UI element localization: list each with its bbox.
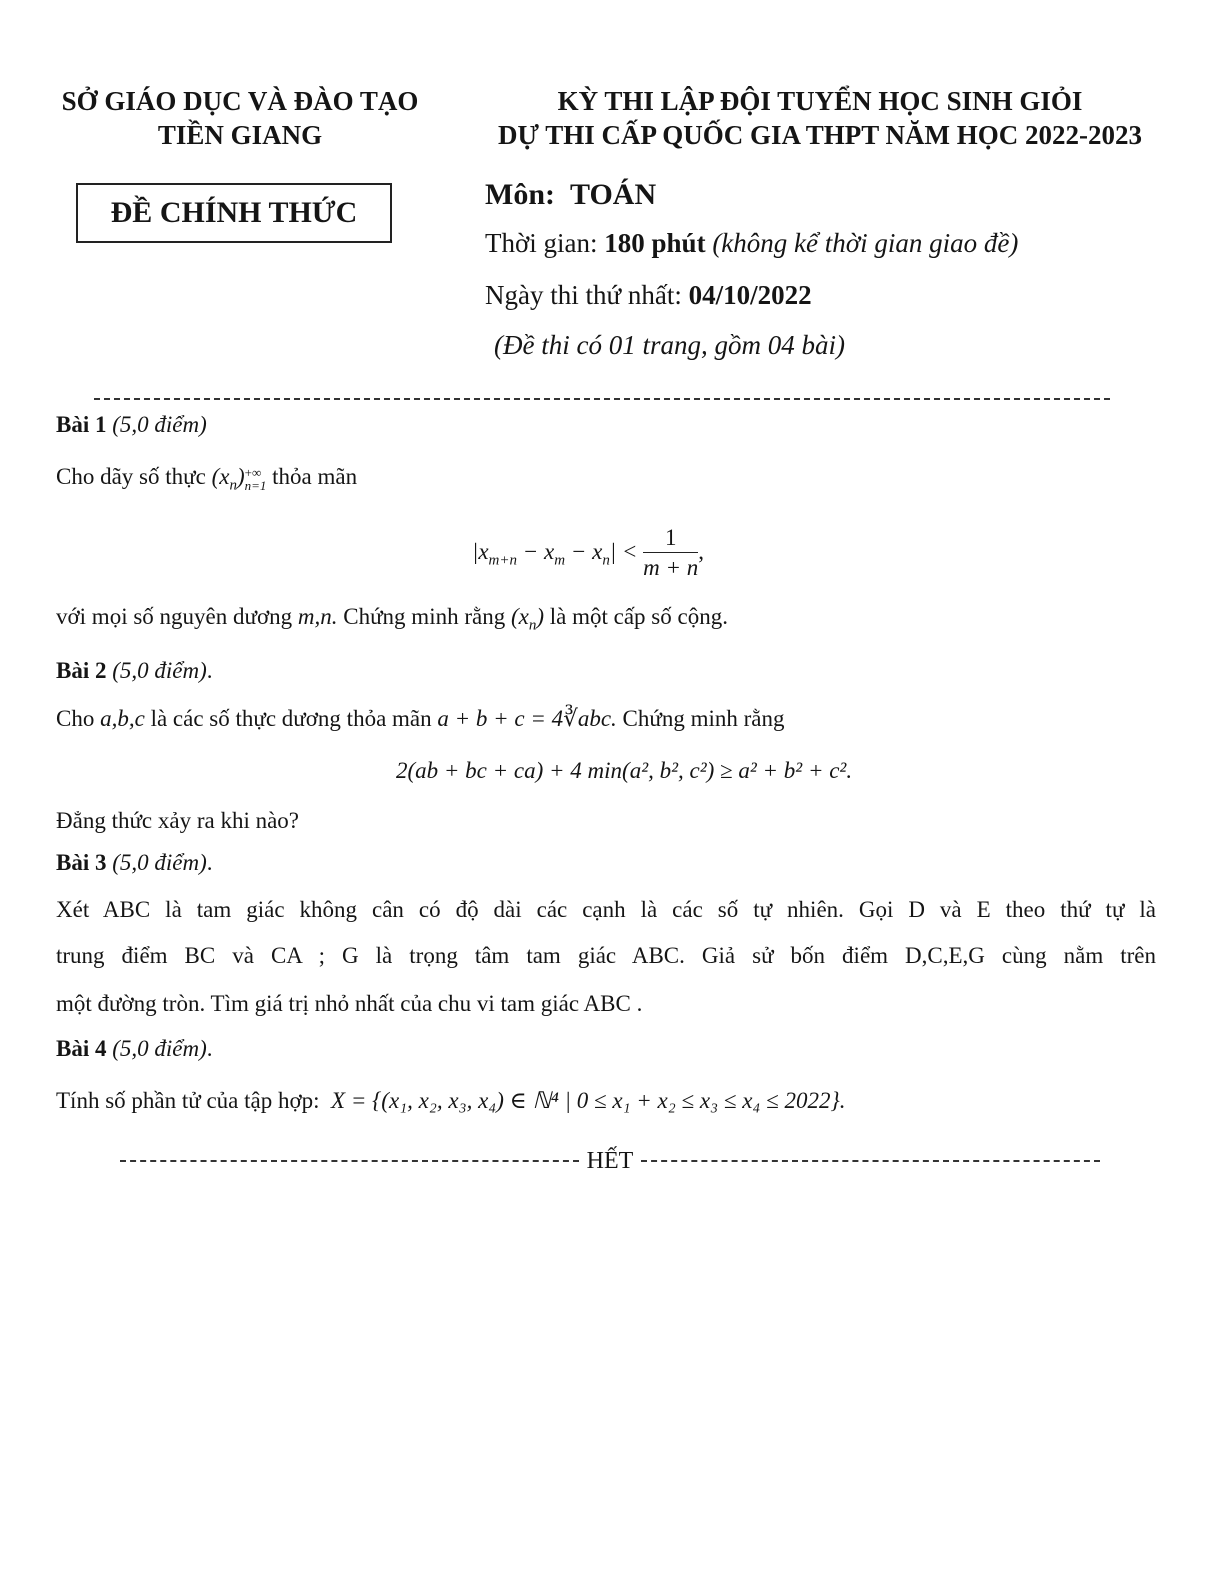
problem-2-vars: a,b,c	[100, 706, 145, 731]
problem-2-text-a: là các số thực dương thỏa mãn	[150, 706, 432, 731]
province-name: TIỀN GIANG	[157, 120, 323, 150]
problem-1-vars: m,n.	[297, 604, 338, 629]
problem-2-inequality: 2(ab + bc + ca) + 4 min(a², b², c²) ≥ a² + b² + c².	[396, 758, 853, 783]
date-line	[485, 280, 812, 311]
problem-2-condition-line	[56, 706, 785, 732]
problem-3-heading: Bài 3 (5,0 điểm).	[56, 850, 213, 875]
time-line	[485, 228, 1018, 259]
problem-1-formula	[472, 524, 704, 583]
problem-1-title: Bài 1	[56, 412, 107, 437]
end-text: HẾT	[586, 1147, 634, 1174]
problem-2-title: Bài 2	[56, 658, 107, 683]
problem-2-question: Đẳng thức xảy ra khi nào?	[56, 808, 300, 833]
time-note: (không kể thời gian giao đề)	[712, 228, 1019, 258]
problem-3-line-2: trung điểm BC và CA ; G là trọng tâm tam giác ABC. Giả sử bốn điểm D,C,E,G cùng nằm trên	[56, 943, 1156, 968]
problem-4-points: (5,0 điểm)	[112, 1036, 207, 1061]
sequence-xn: $(x_n)$	[510, 604, 545, 634]
problem-1-heading	[56, 412, 207, 438]
end-dash-left	[120, 1160, 579, 1162]
problem-2-text-b: Chứng minh rằng	[622, 706, 785, 731]
problem-3-title: Bài 3	[56, 850, 107, 875]
problem-1-text-c: là một cấp số cộng.	[549, 604, 728, 629]
problem-1-intro-end: thỏa mãn	[272, 464, 358, 489]
problem-4-text: Tính số phần tử của tập hợp:	[56, 1088, 320, 1113]
official-label: ĐỀ CHÍNH THỨC	[110, 196, 358, 229]
problem-4-set: X = {(x₁, x₂, x₃, x₄) ∈ ℕ⁴ | 0 ≤ x₁ + x₂ ≤ x₃ ≤ x₄ ≤ 2022}.	[331, 1088, 846, 1113]
problem-3-points: (5,0 điểm)	[112, 850, 207, 875]
official-exam-box	[76, 183, 392, 243]
sequence-notation: $(x_n)$ +∞ n=1	[211, 464, 267, 494]
header-divider	[94, 398, 1110, 400]
date-value: 04/10/2022	[688, 280, 812, 310]
subject-value: TOÁN	[570, 178, 657, 211]
problem-2-intro: Cho	[56, 706, 95, 731]
problem-2-condition: a + b + c = 4∛abc.	[437, 706, 617, 731]
exam-title: KỲ THI LẬP ĐỘI TUYỂN HỌC SINH GIỎI	[557, 86, 1083, 116]
department-header	[40, 84, 440, 152]
problem-1-text-a: với mọi số nguyên dương	[56, 604, 293, 629]
formula-fraction: $\frac{1}{m + n}$	[643, 525, 699, 580]
time-label: Thời gian:	[485, 228, 598, 258]
page-note: (Đề thi có 01 trang, gồm 04 bài)	[494, 330, 845, 360]
problem-4-statement	[56, 1088, 845, 1114]
problem-1-intro-text: Cho dãy số thực	[56, 464, 206, 489]
problem-2-points: (5,0 điểm)	[112, 658, 207, 683]
date-label: Ngày thi thứ nhất:	[485, 280, 682, 310]
formula-abs-left: $|x_{m+n} - x_m - x_n|$ <	[472, 538, 638, 569]
problem-1-text-b: Chứng minh rằng	[343, 604, 506, 629]
problem-4-heading: Bài 4 (5,0 điểm).	[56, 1036, 213, 1061]
subject-label: Môn:	[485, 178, 555, 211]
formula-tail: ,	[698, 538, 705, 564]
problem-1-points: (5,0 điểm)	[112, 412, 207, 437]
department-name: SỞ GIÁO DỤC VÀ ĐÀO TẠO	[61, 86, 419, 116]
problem-3-line-1: Xét ABC là tam giác không cân có độ dài các cạnh là các số tự nhiên. Gọi D và E theo thứ tự là	[56, 897, 1156, 922]
end-marker	[120, 1146, 1100, 1176]
problem-2-heading: Bài 2 (5,0 điểm).	[56, 658, 213, 683]
subject-line	[485, 178, 656, 212]
exam-subtitle: DỰ THI CẤP QUỐC GIA THPT NĂM HỌC 2022-2023	[497, 120, 1143, 150]
problem-4-title: Bài 4	[56, 1036, 107, 1061]
problem-3-line-3: một đường tròn. Tìm giá trị nhỏ nhất của chu vi tam giác ABC .	[56, 991, 643, 1016]
time-value: 180 phút	[604, 228, 706, 258]
problem-1-statement	[56, 604, 728, 635]
problem-1-intro	[56, 464, 357, 495]
end-dash-right	[641, 1160, 1100, 1162]
exam-header	[470, 84, 1170, 152]
